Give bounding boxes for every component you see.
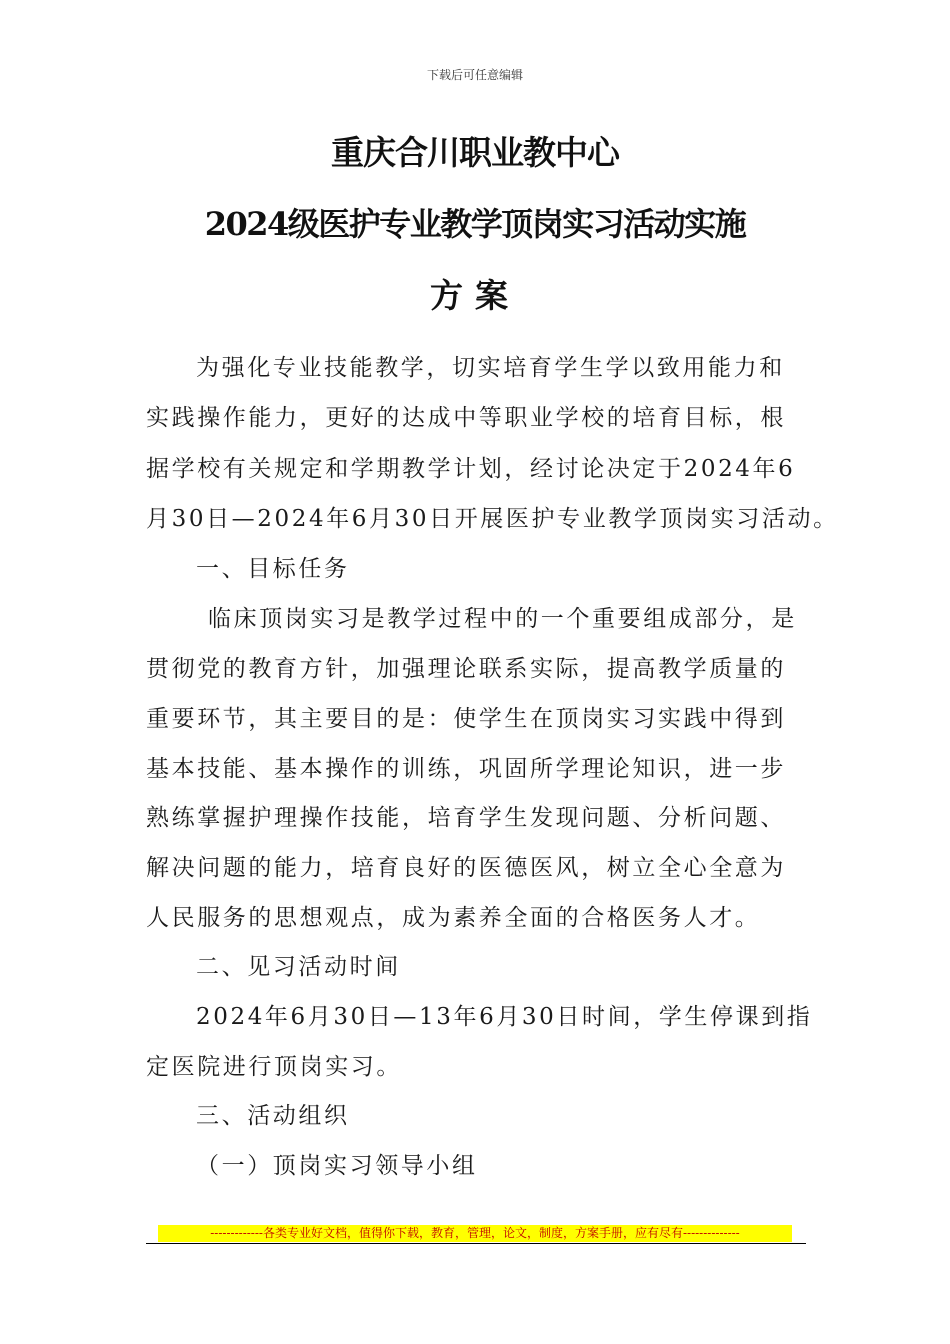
section1-line: 熟练掌握护理操作技能，培育学生发现问题、分析问题、 [146,805,786,831]
title-line-1: 重庆合川职业教中心 [331,133,619,172]
header-note: 下载后可任意编辑 [426,68,523,82]
section3-subheading: （一）顶岗实习领导小组 [196,1153,478,1179]
section1-line: 解决问题的能力，培育良好的医德医风，树立全心全意为 [146,855,786,881]
section1-line: 贯彻党的教育方针，加强理论联系实际，提高教学质量的 [146,656,786,682]
section1-line: 重要环节，其主要目的是：使学生在顶岗实习实践中得到 [146,706,786,732]
section2-heading: 二、见习活动时间 [196,954,401,980]
title-line-2: 2024级医护专业教学顶岗实习活动实施 [204,205,746,243]
section1-line: 人民服务的思想观点，成为素养全面的合格医务人才。 [146,905,761,931]
section1-line: 临床顶岗实习是教学过程中的一个重要组成部分，是 [208,606,797,632]
section3-heading: 三、活动组织 [196,1103,350,1129]
section1-heading: 一、目标任务 [196,556,350,582]
intro-line: 据学校有关规定和学期教学计划，经讨论决定于2024年6 [146,456,796,482]
intro-line: 实践操作能力，更好的达成中等职业学校的培育目标，根 [146,405,786,431]
title-line-3: 方案 [430,276,520,315]
section2-line: 定医院进行顶岗实习。 [146,1054,402,1080]
intro-line: 为强化专业技能教学，切实培育学生学以致用能力和 [196,355,785,381]
section2-line: 2024年6月30日—13年6月30日时间，学生停课到指 [196,1004,813,1030]
footer-divider [146,1243,806,1244]
footer-banner: -------------各类专业好文档，值得你下载，教育，管理，论文，制度，方案手册，应有尽有-------------- [158,1225,792,1242]
intro-line: 月30日—2024年6月30日开展医护专业教学顶岗实习活动。 [146,506,839,532]
section1-line: 基本技能、基本操作的训练，巩固所学理论知识，进一步 [146,756,786,782]
